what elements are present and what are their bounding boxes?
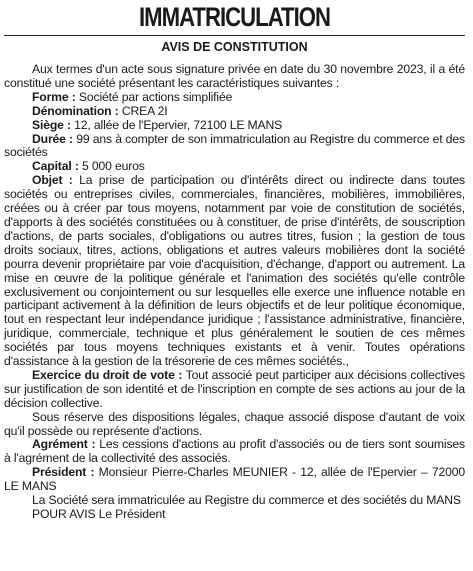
field-label: Siège : xyxy=(32,117,71,132)
field-label: Capital : xyxy=(32,159,79,174)
field-value: Monsieur Pierre-Charles MEUNIER - 12, allée de l'Epervier – 72000 LE MANS xyxy=(4,465,465,494)
field-president xyxy=(4,466,465,494)
divider xyxy=(4,35,465,36)
field-label: Président : xyxy=(32,465,95,480)
field-value: CREA 2I xyxy=(118,103,168,118)
field-label: Forme : xyxy=(32,89,76,104)
field-forme xyxy=(4,91,465,105)
notice-body xyxy=(4,63,465,522)
field-label: Agrément : xyxy=(32,437,96,452)
field-siege xyxy=(4,119,465,133)
field-label: Durée : xyxy=(32,131,73,146)
field-exercice-vote xyxy=(4,369,465,411)
field-value: 5 000 euros xyxy=(78,159,145,174)
field-denomination xyxy=(4,105,465,119)
page-title: IMMATRICULATION xyxy=(138,2,331,32)
signature-line: POUR AVIS Le Président xyxy=(32,507,166,521)
field-value: La prise de participation ou d'intérêts direct ou indirecte dans toutes sociétés ou entreprises civiles, commerciales, financières, mobilières, immobilières, créées ou à créer par tous moyens, notamment par voie de constitution de sociétés, d'apports à des sociétés constituées ou à constituer, de prise d'intérêts, de souscription d'actions, de parts sociales, d'obligations ou autres titres, fusion ; la gestion de tous droits sociaux, titres, actions, obligations et autres valeurs mobilières dont la société pourra devenir propriétaire par voie d'acquisition, d'échange, d'apport ou autrement. La mise en œuvre de la politique générale et l'animation des sociétés qu'elle contrôle exclusivement ou conjointement ou sur lesquelles elle exerce une influence notable en participant activement à la définition de leurs objectifs et de leur politique économique, tout en respectant leur indépendance juridique ; l'assistance administrative, financière, juridique, commerciale, technique et plus généralement le soutien de ces mêmes sociétés par tous moyens techniques existants et à venir. Toutes opérations d'assistance à la gestion de la trésorerie de ces mêmes sociétés., xyxy=(4,173,465,369)
field-label: Objet : xyxy=(32,173,73,188)
field-label: Exercice du droit de vote : xyxy=(32,367,183,382)
field-label: Dénomination : xyxy=(32,103,119,118)
intro-paragraph: Aux termes d'un acte sous signature privée en date du 30 novembre 2023, il a été constitué une société présentant les caractéristiques suivantes : xyxy=(4,62,465,90)
field-value: 99 ans à compter de son immatriculation au Registre du commerce et des sociétés xyxy=(4,131,465,160)
field-capital xyxy=(4,160,465,174)
field-duree xyxy=(4,133,465,161)
voting-rule-paragraph: Sous réserve des dispositions légales, chaque associé dispose d'autant de voix qu'il possède ou représente d'actions. xyxy=(4,409,465,438)
notice-subtitle: AVIS DE CONSTITUTION xyxy=(161,40,308,54)
closing-paragraph: La Société sera immatriculée au Registre du commerce et des sociétés du MANS xyxy=(32,493,461,508)
field-value: 12, allée de l'Epervier, 72100 LE MANS xyxy=(70,117,283,132)
field-value: Société par actions simplifiée xyxy=(75,89,233,104)
field-value: Tout associé peut participer aux décisions collectives sur justification de son identité et de l'inscription en compte de ses actions au jour de la décision collective. xyxy=(4,367,465,410)
field-agrement xyxy=(4,438,465,466)
field-value: Les cessions d'actions au profit d'associés ou de tiers sont soumises à l'agrément de la collectivité des associés. xyxy=(4,437,465,466)
field-objet xyxy=(4,174,465,369)
